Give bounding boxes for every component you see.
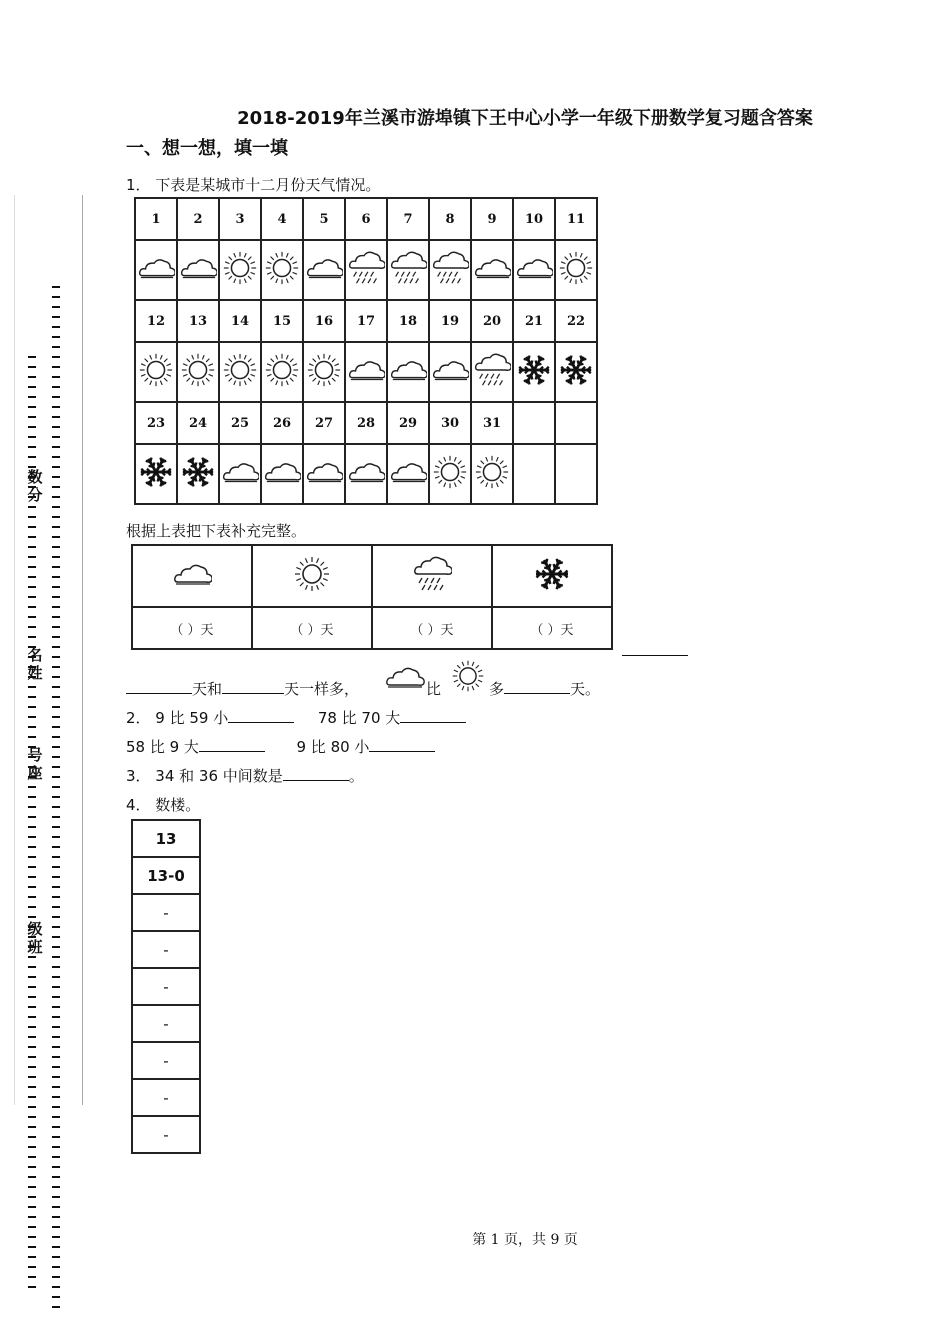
- answer-blank[interactable]: [222, 679, 284, 694]
- question-1-prompt: 1． 下表是某城市十二月份天气情况。: [126, 176, 381, 194]
- calendar-weather-cell: [555, 444, 597, 504]
- calendar-day-number: 6: [345, 198, 387, 240]
- cloudy-icon: [389, 351, 427, 389]
- calendar-day-number: 11: [555, 198, 597, 240]
- question-1-instruction: 根据上表把下表补充完整。: [126, 522, 307, 540]
- fill-text: 天一样多，: [284, 680, 360, 698]
- calendar-day-number: 27: [303, 402, 345, 444]
- cloudy-icon: [137, 249, 175, 287]
- calendar-day-number: 10: [513, 198, 555, 240]
- sunny-icon: [263, 351, 301, 389]
- tower-cell[interactable]: -: [132, 1005, 200, 1042]
- calendar-weather-cell: [345, 240, 387, 300]
- calendar-day-number: 14: [219, 300, 261, 342]
- section-heading: 一、想一想，填一填: [126, 138, 288, 159]
- weather-summary-table: [131, 544, 613, 650]
- question-3: [126, 765, 364, 786]
- calendar-weather-cell: [513, 240, 555, 300]
- calendar-day-number: 30: [429, 402, 471, 444]
- tower-cell[interactable]: -: [132, 968, 200, 1005]
- calendar-day-number: 18: [387, 300, 429, 342]
- seat-number-label: 号座: [27, 746, 43, 782]
- calendar-weather-cell: [387, 444, 429, 504]
- sunny-icon: [263, 249, 301, 287]
- calendar-day-number: 26: [261, 402, 303, 444]
- cloudy-icon: [305, 453, 343, 491]
- margin-rule: [82, 195, 83, 1105]
- summary-weather-cell: [372, 545, 492, 607]
- sunny-icon: [305, 351, 343, 389]
- sunny-icon: [557, 249, 595, 287]
- counting-tower-table: [131, 819, 201, 1154]
- question-2d: 9 比 80 小: [296, 738, 370, 756]
- tower-cell[interactable]: -: [132, 1116, 200, 1153]
- calendar-weather-cell: [471, 240, 513, 300]
- calendar-weather-cell: [177, 444, 219, 504]
- snow-icon: [557, 351, 595, 389]
- calendar-weather-cell: [261, 342, 303, 402]
- question-1-fill-line: [126, 678, 359, 699]
- calendar-day-number: 21: [513, 300, 555, 342]
- calendar-day-number: 31: [471, 402, 513, 444]
- fill-text: 比: [426, 680, 442, 698]
- calendar-weather-cell: [555, 240, 597, 300]
- calendar-day-number: 4: [261, 198, 303, 240]
- calendar-weather-cell: [429, 342, 471, 402]
- answer-blank[interactable]: [199, 737, 265, 752]
- calendar-weather-cell: [219, 444, 261, 504]
- calendar-weather-cell: [429, 444, 471, 504]
- sunny-icon: [450, 658, 486, 694]
- question-2a: 2． 9 比 59 小: [126, 709, 229, 727]
- answer-blank[interactable]: [283, 766, 349, 781]
- sunny-icon: [473, 453, 511, 491]
- calendar-weather-cell: [261, 240, 303, 300]
- tower-cell: 13: [132, 820, 200, 857]
- rain-icon: [347, 249, 385, 287]
- cloudy-icon: [389, 453, 427, 491]
- cloudy-icon: [347, 351, 385, 389]
- calendar-day-number: 13: [177, 300, 219, 342]
- calendar-weather-cell: [135, 444, 177, 504]
- sunny-icon: [431, 453, 469, 491]
- calendar-day-number: 7: [387, 198, 429, 240]
- calendar-weather-cell: [387, 240, 429, 300]
- calendar-weather-cell: [471, 342, 513, 402]
- rain-icon: [431, 249, 469, 287]
- calendar-weather-cell: [177, 240, 219, 300]
- summary-weather-cell: [252, 545, 372, 607]
- summary-count-cell[interactable]: （ ）天: [252, 607, 372, 649]
- calendar-day-number: 28: [345, 402, 387, 444]
- cloudy-icon: [179, 249, 217, 287]
- calendar-day-number: 29: [387, 402, 429, 444]
- rain-icon: [389, 249, 427, 287]
- question-2-row-1: [126, 707, 466, 728]
- calendar-weather-cell: [303, 342, 345, 402]
- calendar-day-number: 15: [261, 300, 303, 342]
- calendar-day-number: 19: [429, 300, 471, 342]
- calendar-day-number: 2: [177, 198, 219, 240]
- calendar-day-number: 20: [471, 300, 513, 342]
- page-footer: 第 1 页，共 9 页: [472, 1232, 578, 1248]
- snow-icon: [532, 554, 572, 594]
- calendar-day-number: 24: [177, 402, 219, 444]
- page-title: 2018-2019年兰溪市游埠镇下王中心小学一年级下册数学复习题含答案: [237, 108, 813, 129]
- calendar-weather-cell: [513, 342, 555, 402]
- question-3-text: 3． 34 和 36 中间数是: [126, 767, 283, 785]
- class-label: 级班: [27, 920, 43, 956]
- calendar-day-number: 23: [135, 402, 177, 444]
- question-2-row-2: [126, 736, 435, 757]
- cloudy-icon: [473, 249, 511, 287]
- calendar-day-number: [513, 402, 555, 444]
- answer-blank[interactable]: [622, 641, 688, 656]
- snow-icon: [515, 351, 553, 389]
- tower-cell[interactable]: -: [132, 1042, 200, 1079]
- calendar-weather-cell: [303, 444, 345, 504]
- cloudy-icon: [172, 554, 212, 594]
- calendar-day-number: 22: [555, 300, 597, 342]
- answer-blank[interactable]: [126, 679, 192, 694]
- weather-calendar-table: [134, 197, 598, 505]
- calendar-weather-cell: [135, 342, 177, 402]
- score-label: 数分: [27, 468, 43, 504]
- sunny-icon: [221, 351, 259, 389]
- calendar-weather-cell: [555, 342, 597, 402]
- snow-icon: [179, 453, 217, 491]
- sunny-icon: [221, 249, 259, 287]
- cloudy-icon: [263, 453, 301, 491]
- calendar-weather-cell: [429, 240, 471, 300]
- cloudy-icon: [305, 249, 343, 287]
- question-1-fill-line-end: [489, 678, 600, 699]
- calendar-day-number: 17: [345, 300, 387, 342]
- calendar-day-number: 5: [303, 198, 345, 240]
- question-2b: 78 比 70 大: [317, 709, 401, 727]
- calendar-weather-cell: [471, 444, 513, 504]
- margin-rule-outer: [14, 195, 15, 1105]
- fill-text: 多: [489, 680, 505, 698]
- answer-blank[interactable]: [504, 679, 570, 694]
- calendar-day-number: 16: [303, 300, 345, 342]
- tower-cell[interactable]: -: [132, 894, 200, 931]
- calendar-weather-cell: [303, 240, 345, 300]
- answer-blank[interactable]: [228, 708, 294, 723]
- summary-count-cell[interactable]: （ ）天: [132, 607, 252, 649]
- question-2c: 58 比 9 大: [126, 738, 199, 756]
- calendar-day-number: 9: [471, 198, 513, 240]
- calendar-day-number: 3: [219, 198, 261, 240]
- calendar-weather-cell: [387, 342, 429, 402]
- cloudy-icon: [431, 351, 469, 389]
- cloudy-icon: [515, 249, 553, 287]
- tower-cell[interactable]: -: [132, 931, 200, 968]
- question-4: 4． 数楼。: [126, 796, 201, 814]
- sunny-icon: [292, 554, 332, 594]
- fill-text: 天和: [192, 680, 223, 698]
- cloudy-icon: [384, 661, 428, 691]
- name-label: 名姓: [27, 646, 43, 682]
- tower-cell: 13-0: [132, 857, 200, 894]
- tower-cell[interactable]: -: [132, 1079, 200, 1116]
- sunny-icon: [179, 351, 217, 389]
- cloudy-icon: [221, 453, 259, 491]
- calendar-weather-cell: [177, 342, 219, 402]
- snow-icon: [137, 453, 175, 491]
- calendar-day-number: 1: [135, 198, 177, 240]
- calendar-weather-cell: [345, 444, 387, 504]
- rain-icon: [473, 351, 511, 389]
- calendar-day-number: 12: [135, 300, 177, 342]
- calendar-weather-cell: [345, 342, 387, 402]
- margin-dash-column: [52, 286, 62, 1316]
- calendar-weather-cell: [219, 240, 261, 300]
- calendar-day-number: 25: [219, 402, 261, 444]
- answer-blank[interactable]: [400, 708, 466, 723]
- calendar-weather-cell: [219, 342, 261, 402]
- fill-text: 天。: [570, 680, 601, 698]
- calendar-weather-cell: [513, 444, 555, 504]
- rain-icon: [412, 554, 452, 594]
- calendar-day-number: [555, 402, 597, 444]
- summary-count-cell[interactable]: （ ）天: [372, 607, 492, 649]
- summary-weather-cell: [492, 545, 612, 607]
- cloudy-icon: [347, 453, 385, 491]
- summary-weather-cell: [132, 545, 252, 607]
- answer-blank[interactable]: [369, 737, 435, 752]
- summary-count-cell[interactable]: （ ）天: [492, 607, 612, 649]
- calendar-weather-cell: [261, 444, 303, 504]
- calendar-day-number: 8: [429, 198, 471, 240]
- calendar-weather-cell: [135, 240, 177, 300]
- sunny-icon: [137, 351, 175, 389]
- question-3-end: 。: [348, 767, 364, 785]
